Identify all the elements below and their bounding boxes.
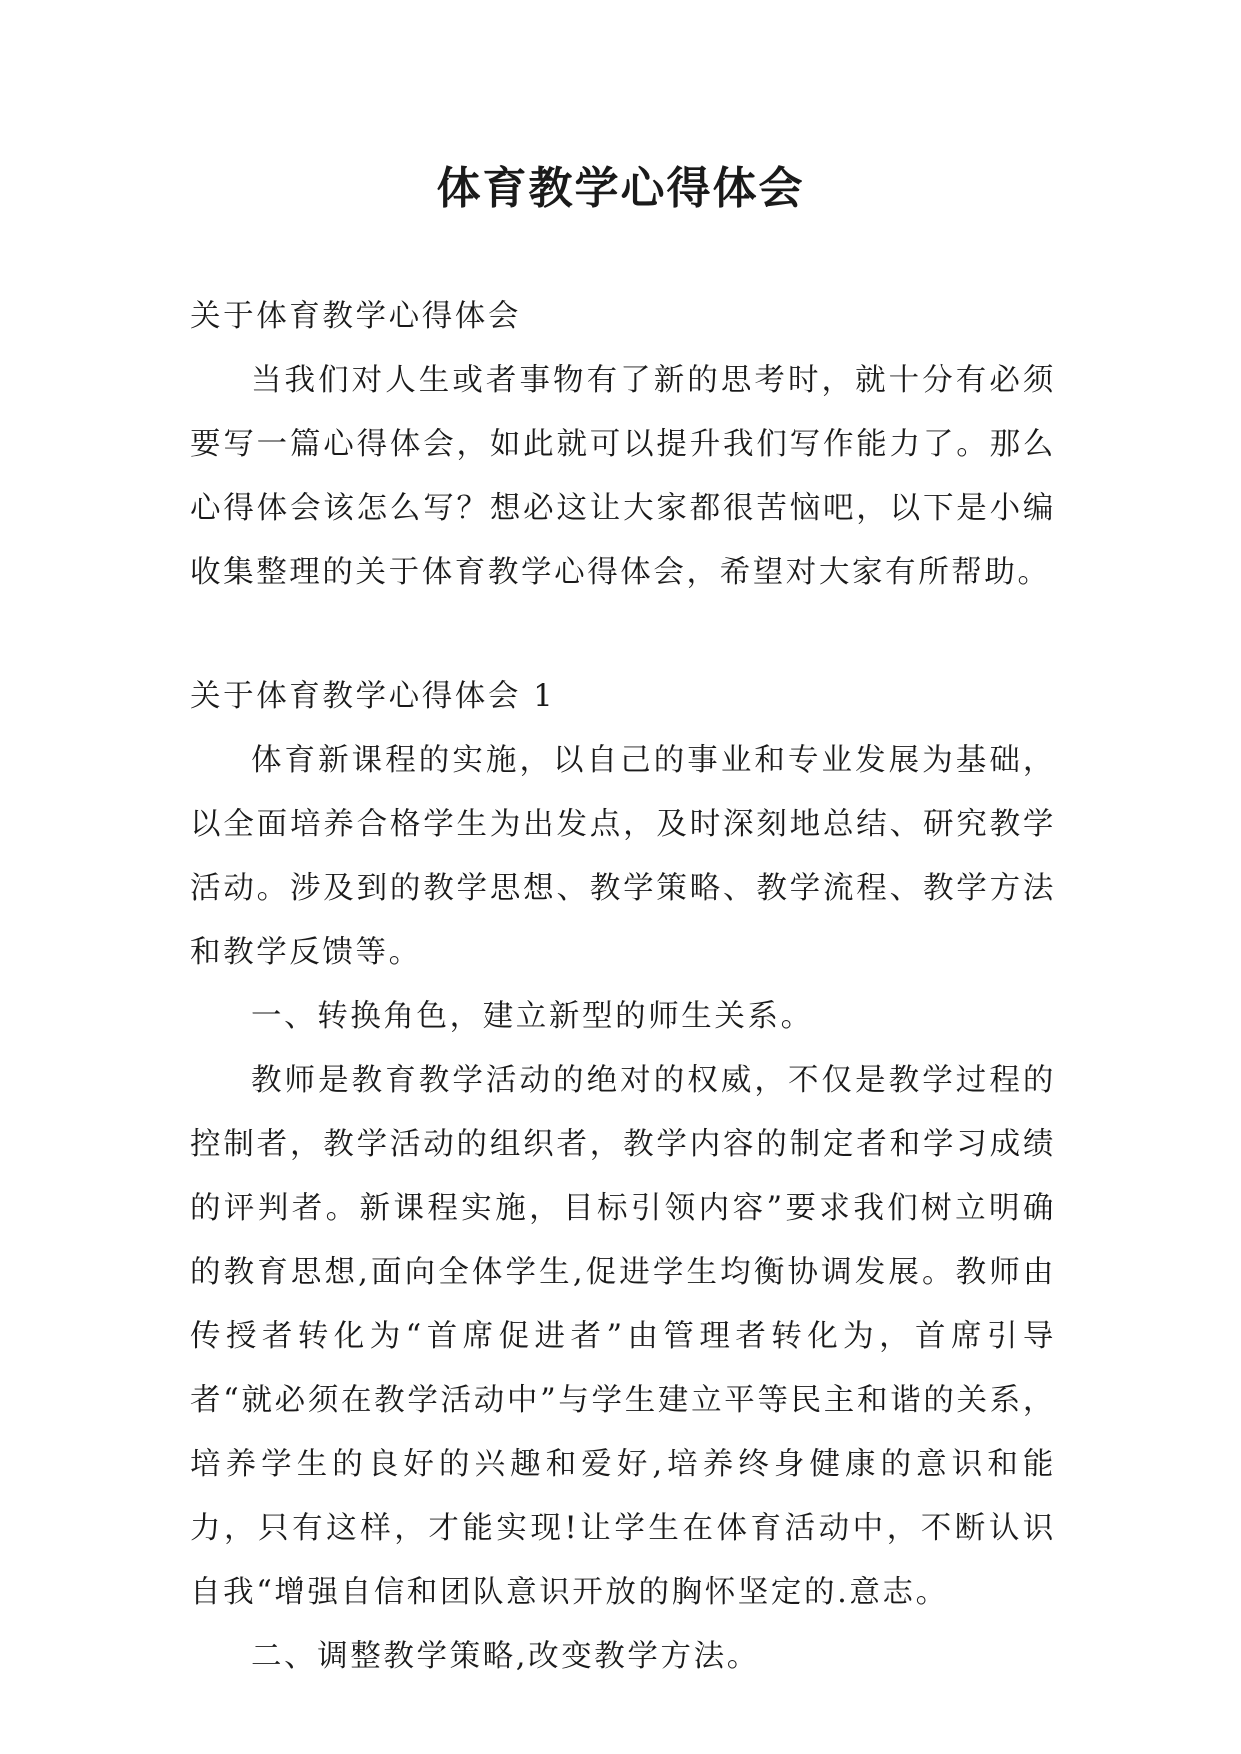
- intro-paragraph: 当我们对人生或者事物有了新的思考时，就十分有必须要写一篇心得体会，如此就可以提升我们写作能力了。那么心得体会该怎么写？想必这让大家都很苦恼吧，以下是小编收集整理的关于体育教学心得体会，希望对大家有所帮助。: [190, 363, 1056, 590]
- point1-heading: 一、转换角色，建立新型的师生关系。: [251, 999, 814, 1034]
- section1-paragraph: 体育新课程的实施，以自己的事业和专业发展为基础，以全面培养合格学生为出发点，及时深刻地总结、研究教学活动。涉及到的教学思想、教学策略、教学流程、教学方法和教学反馈等。: [190, 743, 1056, 970]
- point1-paragraph: 教师是教育教学活动的绝对的权威，不仅是教学过程的控制者，教学活动的组织者，教学内容的制定者和学习成绩的评判者。新课程实施，目标引领内容”要求我们树立明确的教育思想,面向全体学生,促进学生均衡协调发展。教师由传授者转化为“首席促进者”由管理者转化为，首席引导者“就必须在教学活动中”与学生建立平等民主和谐的关系，培养学生的良好的兴趣和爱好,培养终身健康的意识和能力，只有这样，才能实现!让学生在体育活动中，不断认识自我“增强自信和团队意识开放的胸怀坚定的.意志。: [190, 1063, 1056, 1610]
- intro-heading: 关于体育教学心得体会: [190, 299, 521, 334]
- section1-heading: 关于体育教学心得体会 1: [190, 679, 556, 714]
- document-body: [190, 285, 1056, 1689]
- document-title: 体育教学心得体会: [436, 163, 805, 214]
- section-spacer: [190, 605, 1056, 665]
- point2-heading: 二、调整教学策略,改变教学方法。: [251, 1639, 760, 1674]
